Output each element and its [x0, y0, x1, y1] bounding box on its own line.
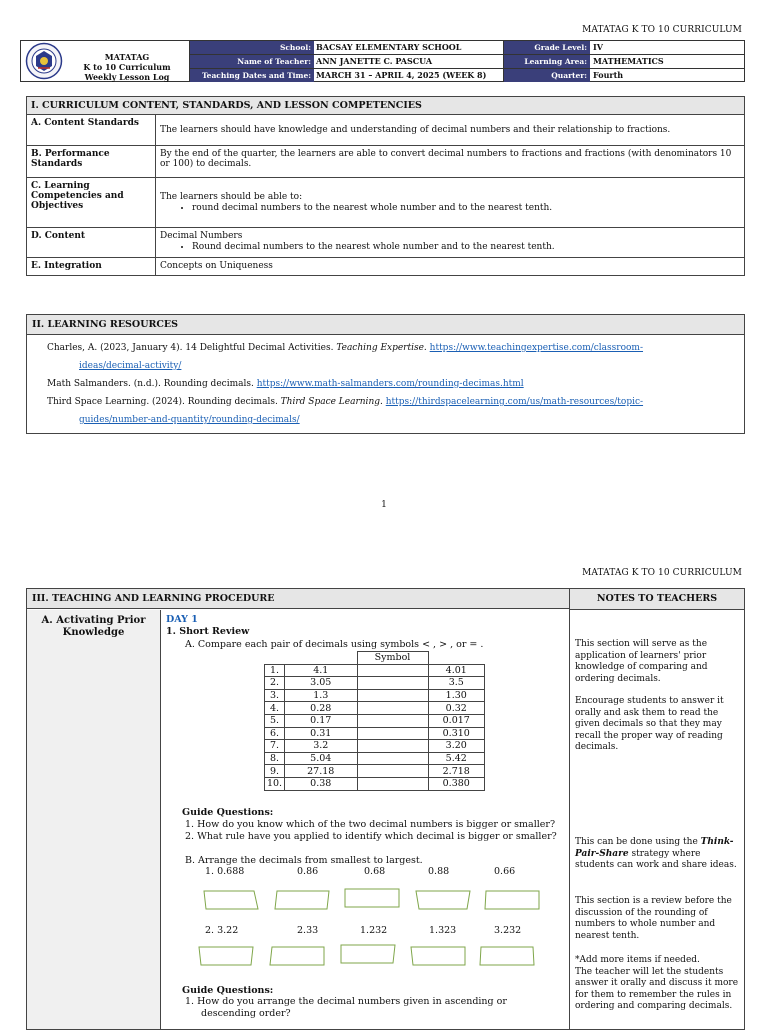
page-number: 1 — [381, 500, 387, 510]
note-paragraph: This section is a review before the discussion of the rounding of numbers to whole number and nearest tenth. — [575, 896, 732, 941]
content-standards-label: A. Content Standards — [27, 115, 156, 146]
reference-link-cont[interactable]: guides/number-and-quantity/rounding-decimals/ — [79, 415, 300, 425]
table-row: 2. 3.05 3.5 — [265, 677, 485, 690]
answer-box[interactable] — [409, 945, 467, 967]
integration-text: Concepts on Uniqueness — [156, 258, 745, 276]
notes-title: NOTES TO TEACHERS — [570, 589, 744, 610]
note-paragraph: Encourage students to answer it orally and ask them to read the given decimals so that they may recall the proper way of reading decimals. — [575, 696, 724, 752]
symbol-header: Symbol — [357, 652, 428, 665]
set2-value: 2.33 — [297, 925, 319, 936]
content-standards-text: The learners should have knowledge and understanding of decimal numbers and their relationship to fractions. — [156, 115, 745, 146]
set1-label: 1. 0.688 — [205, 866, 245, 877]
answer-box[interactable] — [478, 945, 536, 967]
set2-label: 2. 3.22 — [205, 925, 239, 936]
teacher-label: Name of Teacher: — [190, 55, 314, 68]
learning-area-label: Learning Area: — [504, 55, 590, 68]
lesson-log-header — [20, 40, 745, 82]
curriculum-section-table — [26, 96, 745, 276]
dates-label: Teaching Dates and Time: — [190, 69, 314, 82]
symbol-blank[interactable] — [357, 689, 428, 702]
reference-item: Third Space Learning. (2024). Rounding decimals. Third Space Learning. https://thirdspacelearning.com/us/math-resources/topic- guides/number-and-quantity/rounding-decimals/ — [47, 397, 644, 425]
guide-questions-2-title: Guide Questions: — [182, 985, 274, 996]
performance-standards-text: By the end of the quarter, the learners are able to convert decimal numbers to fractions and fractions (with denominators 10 or 100) to decimals. — [156, 146, 745, 178]
set2-value: 1.323 — [429, 925, 457, 936]
day-label: DAY 1 — [166, 614, 198, 625]
symbol-blank[interactable] — [357, 664, 428, 677]
answer-box[interactable] — [483, 889, 541, 911]
symbol-blank[interactable] — [357, 765, 428, 778]
curriculum-label-page2: MATATAG K TO 10 CURRICULUM — [582, 568, 742, 578]
deped-seal-icon — [25, 42, 63, 80]
symbol-blank[interactable] — [357, 714, 428, 727]
quarter-value: Fourth — [593, 70, 624, 80]
table-row: 1. 4.1 4.01 — [265, 664, 485, 677]
dates-value: MARCH 31 – APRIL 4, 2025 (WEEK 8) — [314, 69, 504, 82]
instruction-arrange: B. Arrange the decimals from smallest to largest. — [185, 855, 423, 866]
symbol-blank[interactable] — [357, 777, 428, 790]
learning-resources-section — [26, 314, 745, 434]
teacher-value: ANN JANETTE C. PASCUA — [314, 55, 504, 68]
grade-level-label: Grade Level: — [504, 41, 590, 54]
reference-item: Math Salmanders. (n.d.). Rounding decimals. https://www.math-salmanders.com/rounding-decimas.html — [47, 379, 524, 389]
symbol-blank[interactable] — [357, 677, 428, 690]
note-paragraph: This section will serve as the application of learners' prior knowledge of comparing and ordering decimals. — [575, 639, 708, 684]
guide-questions-2-list: 1. How do you arrange the decimal numbers given in ascending or descending order? — [185, 996, 507, 1019]
table-row: 4. 0.28 0.32 — [265, 702, 485, 715]
content-text: Decimal Numbers • Round decimal numbers to the nearest whole number and to the nearest tenth. — [156, 228, 745, 258]
school-label: School: — [190, 41, 314, 54]
guide-questions-list: 1. How do you know which of the two decimal numbers is bigger or smaller? 2. What rule have you applied to identify which decimal is bigger or smaller? — [185, 819, 557, 842]
reference-item: Charles, A. (2023, January 4). 14 Delightful Decimal Activities. Teaching Expertise. https://www.teachingexpertise.com/classroom- ideas/decimal-activity/ — [47, 343, 644, 371]
section3-title: III. TEACHING AND LEARNING PROCEDURE — [27, 589, 569, 609]
short-review-heading: 1. Short Review — [166, 626, 250, 637]
guide-questions-title: Guide Questions: — [182, 807, 274, 818]
reference-link[interactable]: https://thirdspacelearning.com/us/math-resources/topic- — [385, 397, 644, 407]
school-value: BACSAY ELEMENTARY SCHOOL — [314, 41, 504, 54]
content-label: D. Content — [27, 228, 156, 258]
answer-box[interactable] — [343, 887, 401, 909]
set1-value: 0.66 — [494, 866, 516, 877]
activating-prior-knowledge-cell — [27, 610, 160, 1029]
performance-standards-label: B. Performance Standards — [27, 146, 156, 178]
set1-value: 0.86 — [297, 866, 319, 877]
instruction-compare: A. Compare each pair of decimals using symbols < , > , or = . — [185, 639, 484, 650]
symbol-blank[interactable] — [357, 727, 428, 740]
lesson-log-title: MATATAG K to 10 Curriculum Weekly Lesson Log — [83, 52, 171, 82]
set1-value: 0.68 — [364, 866, 386, 877]
answer-box[interactable] — [202, 889, 260, 911]
answer-box[interactable] — [273, 889, 331, 911]
reference-link[interactable]: https://www.teachingexpertise.com/classroom- — [429, 343, 644, 353]
table-row: 8. 5.04 5.42 — [265, 752, 485, 765]
table-row: 9. 27.18 2.718 — [265, 765, 485, 778]
teaching-procedure-section — [26, 588, 745, 1030]
part-label: A. Activating Prior Knowledge — [41, 615, 146, 638]
note-paragraph: This can be done using the Think-Pair-Share strategy where students can work and share ideas. — [575, 837, 737, 870]
table-row: 7. 3.2 3.20 — [265, 740, 485, 753]
note-paragraph: *Add more items if needed. The teacher will let the students answer it orally and discuss it more for them to remember the rules in ordering and comparing decimals. — [575, 955, 739, 1011]
symbol-blank[interactable] — [357, 740, 428, 753]
competencies-label: C. Learning Competencies and Objectives — [27, 178, 156, 228]
learning-area-value: MATHEMATICS — [593, 56, 664, 66]
section2-title: II. LEARNING RESOURCES — [27, 315, 744, 335]
set2-value: 1.232 — [360, 925, 388, 936]
table-row: 3. 1.3 1.30 — [265, 689, 485, 702]
competencies-text: The learners should be able to: • round decimal numbers to the nearest whole number and to the nearest tenth. — [156, 178, 745, 228]
set1-value: 0.88 — [428, 866, 450, 877]
grade-level-value: IV — [593, 42, 603, 52]
table-row: 6. 0.31 0.310 — [265, 727, 485, 740]
answer-box[interactable] — [197, 945, 255, 967]
table-row: 10. 0.38 0.380 — [265, 777, 485, 790]
quarter-label: Quarter: — [504, 69, 590, 82]
reference-link-cont[interactable]: ideas/decimal-activity/ — [79, 361, 182, 371]
answer-box[interactable] — [268, 945, 326, 967]
curriculum-label: MATATAG K TO 10 CURRICULUM — [582, 25, 742, 35]
table-row: 5. 0.17 0.017 — [265, 714, 485, 727]
header-info-grid — [189, 41, 745, 81]
compare-decimals-table — [264, 651, 485, 791]
reference-link[interactable]: https://www.math-salmanders.com/rounding-decimas.html — [256, 379, 524, 389]
answer-box[interactable] — [414, 889, 472, 911]
integration-label: E. Integration — [27, 258, 156, 276]
section1-title: I. CURRICULUM CONTENT, STANDARDS, AND LESSON COMPETENCIES — [27, 97, 745, 115]
set2-value: 3.232 — [494, 925, 522, 936]
answer-box[interactable] — [339, 943, 397, 965]
symbol-blank[interactable] — [357, 702, 428, 715]
symbol-blank[interactable] — [357, 752, 428, 765]
